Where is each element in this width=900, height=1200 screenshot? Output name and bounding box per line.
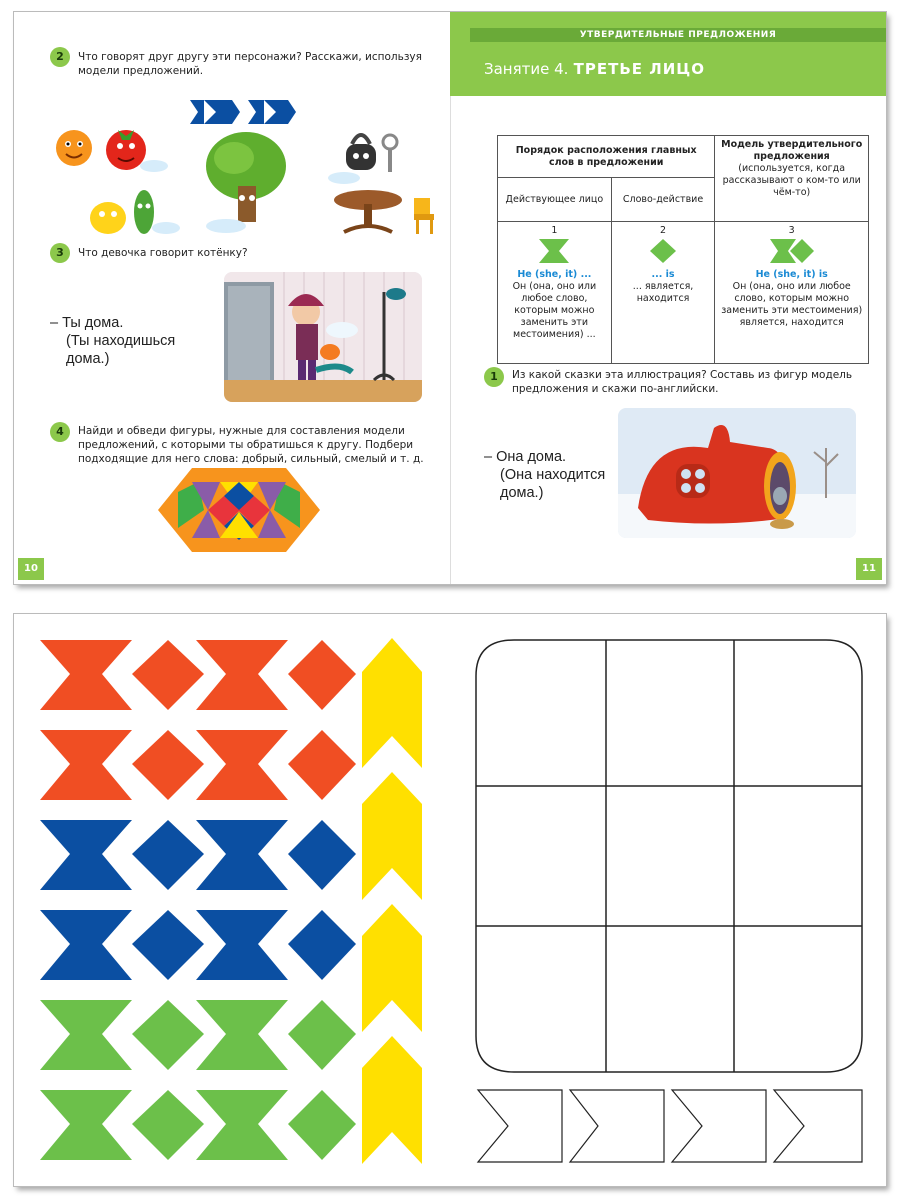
table-header-model-cell <box>715 136 869 222</box>
table-col2-title: Слово-действие <box>611 178 715 222</box>
row-orange-2 <box>40 730 356 800</box>
task-3-text: Что девочка говорит котёнку? <box>78 247 248 259</box>
diamond-orange[interactable] <box>132 640 204 710</box>
diamond-blue[interactable] <box>288 910 356 980</box>
hourglass-green[interactable] <box>40 1090 132 1160</box>
task-2-text: Что говорят друг другу эти персонажи? Расскажи, используя модели предложений. <box>78 51 422 77</box>
hourglass-icon <box>539 239 569 263</box>
hourglass-blue[interactable] <box>40 820 132 890</box>
row-green-2 <box>40 1090 356 1160</box>
hourglass-orange[interactable] <box>40 640 132 710</box>
table-col3-russian: Он (она, оно или любое слово, которым можно заменить эти местоимения) является, находится <box>721 281 863 328</box>
diamond-green[interactable] <box>288 1090 356 1160</box>
chevron-yellow[interactable] <box>362 638 422 768</box>
table-header-order: Порядок расположения главных слов в предложении <box>498 136 715 178</box>
hourglass-blue[interactable] <box>196 910 288 980</box>
table-col2-russian: ... является, находится <box>632 281 694 304</box>
model-board <box>476 640 862 1072</box>
hourglass-green[interactable] <box>196 1000 288 1070</box>
diamond-icon <box>650 239 676 263</box>
characters-illustration <box>44 86 454 246</box>
row-green-1 <box>40 1000 356 1070</box>
task-3-number: 3 <box>50 243 70 263</box>
shapes-mosaic[interactable] <box>158 468 320 552</box>
table-col3-cell <box>715 222 869 364</box>
diamond-orange[interactable] <box>132 730 204 800</box>
page-number-left: 10 <box>18 558 44 580</box>
section-title: УТВЕРДИТЕЛЬНЫЕ ПРЕДЛОЖЕНИЯ <box>470 28 886 42</box>
chevron-yellow[interactable] <box>362 772 422 900</box>
lesson-topic: ТРЕТЬЕ ЛИЦО <box>573 60 705 78</box>
page-number-right: 11 <box>856 558 882 580</box>
task-3-answer-line-1: – Ты дома. <box>50 315 124 331</box>
task-3-answer-line-3: дома.) <box>66 351 110 367</box>
hourglass-orange[interactable] <box>40 730 132 800</box>
task-4-text: Найди и обведи фигуры, нужные для составления модели предложений, с которыми ты обратишься к другу. Подбери подходящие для него слова: добрый, сильный, смелый и т. д. <box>78 425 424 465</box>
cutout-shapes-card <box>14 614 886 1186</box>
chevron-yellow[interactable] <box>362 1036 422 1164</box>
table-col3-english: He (she, it) is <box>755 269 828 280</box>
table-col2-english: ... is <box>651 269 675 280</box>
lesson-title <box>484 60 705 78</box>
diamond-green[interactable] <box>132 1000 204 1070</box>
lesson-label: Занятие 4. <box>484 60 569 78</box>
mitten-house-illustration <box>618 408 856 538</box>
hourglass-green[interactable] <box>40 1000 132 1070</box>
task-1-answer-line-1: – Она дома. <box>484 449 567 465</box>
task-1-number: 1 <box>484 367 504 387</box>
diamond-orange[interactable] <box>288 640 356 710</box>
table-col1-english: He (she, it) ... <box>517 269 592 280</box>
diamond-blue[interactable] <box>132 820 204 890</box>
diamond-blue[interactable] <box>288 820 356 890</box>
task-3-answer-line-2: (Ты находишься <box>66 333 176 349</box>
model-shapes-icon <box>770 239 814 263</box>
diamond-green[interactable] <box>132 1090 204 1160</box>
table-col1-number: 1 <box>551 225 558 236</box>
table-col3-number: 3 <box>788 225 795 236</box>
table-col2-cell <box>611 222 715 364</box>
empty-chevron-slots <box>478 1090 862 1162</box>
row-blue-2 <box>40 910 356 980</box>
hourglass-blue[interactable] <box>196 820 288 890</box>
table-col1-title: Действующее лицо <box>498 178 612 222</box>
sentence-model-table <box>497 135 869 364</box>
table-col2-number: 2 <box>660 225 667 236</box>
hourglass-green[interactable] <box>196 1090 288 1160</box>
diamond-green[interactable] <box>288 1000 356 1070</box>
header-band <box>450 12 886 96</box>
hourglass-orange[interactable] <box>196 640 288 710</box>
girl-and-kitten-illustration <box>224 272 422 402</box>
table-col1-russian: Он (она, оно или любое слово, которым можно заменить эти местоимения) ... <box>512 281 597 340</box>
table-header-model: Модель утвердительного предложения <box>721 139 863 162</box>
table-header-model-note: (используется, когда рассказывают о ком-то или чём-то) <box>722 163 861 198</box>
row-blue-1 <box>40 820 356 890</box>
book-spread <box>14 12 886 584</box>
table-col1-cell <box>498 222 612 364</box>
task-2-number: 2 <box>50 47 70 67</box>
hourglass-orange[interactable] <box>196 730 288 800</box>
chevron-yellow[interactable] <box>362 904 422 1032</box>
shapes-sheet <box>14 614 886 1186</box>
task-1-text: Из какой сказки эта иллюстрация? Составь из фигур модель предложения и скажи по-английски. <box>512 369 853 395</box>
hourglass-blue[interactable] <box>40 910 132 980</box>
model-chevrons <box>190 100 296 124</box>
task-1-answer-line-2: (Она находится <box>500 467 606 483</box>
diamond-blue[interactable] <box>132 910 204 980</box>
diamond-orange[interactable] <box>288 730 356 800</box>
task-4-number: 4 <box>50 422 70 442</box>
task-1-answer-line-3: дома.) <box>500 485 544 501</box>
row-orange-1 <box>40 640 356 710</box>
